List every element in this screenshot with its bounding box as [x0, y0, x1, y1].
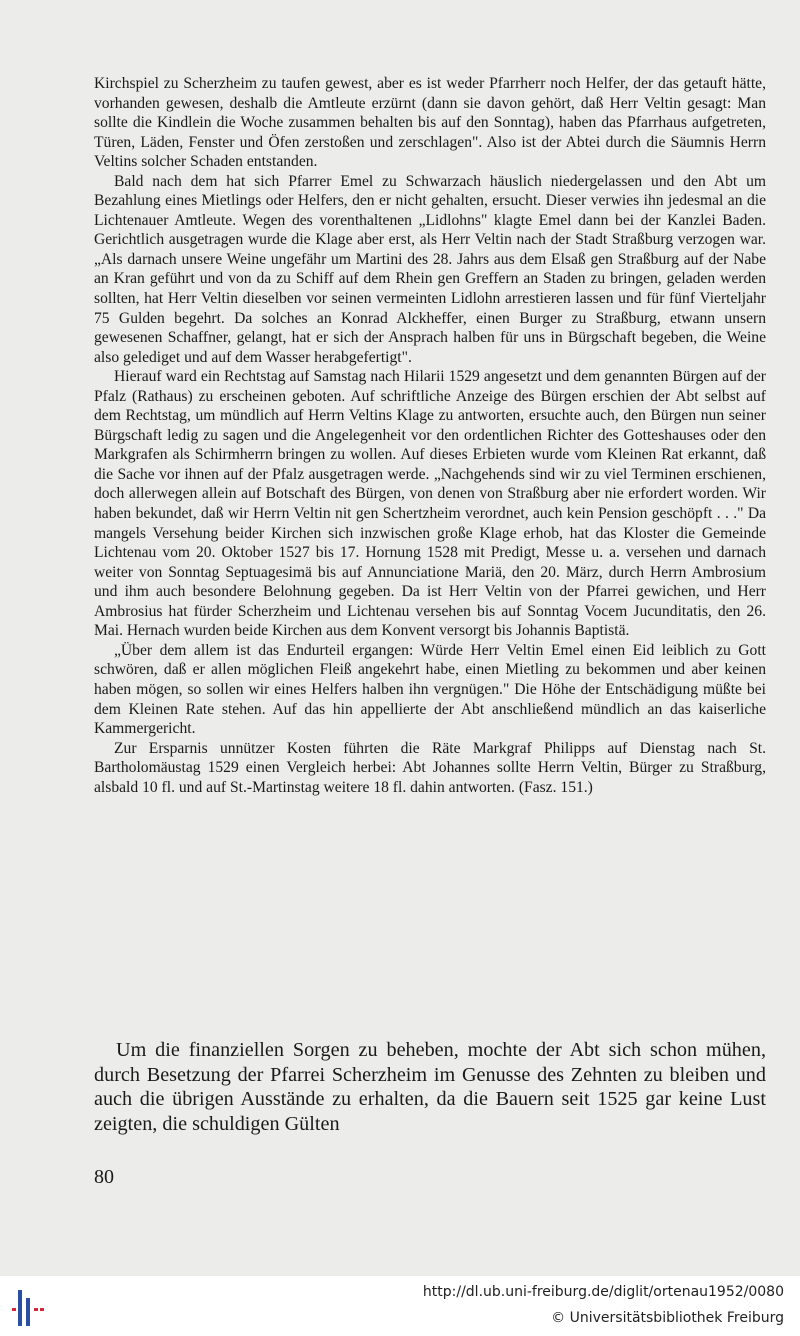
paragraph: Hierauf ward ein Rechtstag auf Samstag nach Hilarii 1529 angesetzt und dem genannten Bürgen auf der Pfalz (Rathaus) zu erscheinen geboten. Auf schriftliche Anzeige des Bürgen erschien der Abt selbst auf dem Rechtstag, um mündlich auf Herrn Veltins Klage zu antworten, ersuchte auch, den Bürgen nun seiner Bürgschaft ledig zu sagen und die Angelegenheit vor den ordentlichen Richter des Gotteshauses oder den Markgrafen als Schirmherrn bringen zu wollen. Auf dieses Erbieten wurde vom Kleinen Rat erkannt, daß die Sache vor ihnen auf der Pfalz ausgetragen werde. „Nachgehends sind wir zu viel Terminen erschienen, doch allerwegen allein auf Botschaft des Bürgen, von denen von Straßburg aber nie erfordert worden. Wir haben bekundet, daß wir Herrn Veltin nit gen Schertzheim verordnet, auch kein Pension geschöpft . . ." Da mangels Versehung beider Kirchen sich inzwischen große Klage erhob, hat das Kloster die Gemeinde Lichtenau vom 20. Oktober 1527 bis 17. Hornung 1528 mit Predigt, Messe u. a. versehen und darnach weiter von Sonntag Septuagesimä bis auf Annunciatione Mariä, den 20. März, durch Herrn Ambrosium und ihm auch besondere Belohnung gegeben. Da ist Herr Veltin von der Pfarrei gewichen, und Herr Ambrosius hat fürder Scherzheim und Lichtenau versehen bis auf Sonntag Vocem Jucunditatis, den 26. Mai. Hernach wurden beide Kirchen aus dem Konvent versorgt bis Johannis Baptistä. [94, 368, 766, 640]
paragraph: „Über dem allem ist das Endurteil ergangen: Würde Herr Veltin Emel einen Eid leiblich zu Gott schwören, daß er allen möglichen Fleiß angekehrt habe, einen Mietling zu bekommen und aber keinen haben mögen, so sollen wir eines Helfers halben ihn vergnügen." Die Höhe der Entschädigung müßte bei dem Kleinen Rate stehen. Auf das hin appellierte der Abt anschließend mündlich an das kaiserliche Kammergericht. [94, 641, 766, 738]
paragraph: Kirchspiel zu Scherzheim zu taufen gewest, aber es ist weder Pfarrherr noch Helfer, der das getauft hätte, vorhanden gewesen, deshalb die Amtleute erzürnt (dann sie davon gehört, daß Herr Veltin gesagt: Man sollte die Kindlein die Woche zusammen behalten bis auf den Sonntag), haben das Pfarrhaus aufgetreten, Türen, Läden, Fenster und Öfen zerstoßen und zerschlagen". Also ist der Abtei durch die Säumnis Herrn Veltins solcher Schaden entstanden. [94, 75, 766, 171]
page-number: 80 [94, 1166, 114, 1188]
footer [0, 1276, 800, 1336]
body-text-small [94, 74, 766, 797]
paragraph: Bald nach dem hat sich Pfarrer Emel zu Schwarzach häuslich niedergelassen und den Abt um Bezahlung eines Mietlings oder Helfers, den er nicht gehalten, ersucht. Dieser verwies ihn jedesmal an die Lichtenauer Amtleute. Wegen des vorenthaltenen „Lidlohns" klagte Emel dann bei der Kanzlei Baden. Gerichtlich ausgetragen wurde die Klage aber erst, als Herr Veltin nach der Stadt Straßburg verzogen war. „Als darnach unsere Weine ungefähr um Martini des 28. Jahrs aus dem Elsaß gen Straßburg auf der Nabe an Kran geführt und von da zu Schiff auf dem Rhein gen Greffern an Staden zu bringen, geladen werden sollten, hat Herr Veltin dieselben vor seinen vermeinten Lidlohn arrestieren lassen und für fünf Vierteljahr 75 Gulden begehrt. Da solches an Konrad Alckheffer, einen Burger zu Straßburg, etwann unsern gewesenen Schaffner, gelangt, hat er sich der Ansprach halben für uns in Bürgschaft begeben, die Weine also gelediget und auf dem Wasser herabgefertigt". [94, 172, 766, 366]
body-text-large [94, 1038, 766, 1136]
ub-freiburg-logo-icon [10, 1288, 50, 1328]
paragraph-large: Um die finanziellen Sorgen zu beheben, mochte der Abt sich schon mühen, durch Besetzung der Pfarrei Scherzheim im Genusse des Zehnten zu bleiben und auch die übrigen Ausstände zu erhalten, da die Bauern seit 1525 gar keine Lust zeigten, die schuldigen Gülten [94, 1039, 766, 1135]
copyright-text: © Universitätsbibliothek Freiburg [551, 1310, 784, 1326]
paragraph: Zur Ersparnis unnützer Kosten führten die Räte Markgraf Philipps auf Dienstag nach St. Bartholomäustag 1529 einen Vergleich herbei: Abt Johannes sollte Herrn Veltin, Bürger zu Straßburg, alsbald 10 fl. und auf St.-Martinstag weitere 18 fl. dahin antworten. (Fasz. 151.) [94, 739, 766, 796]
document-url-link[interactable]: http://dl.ub.uni-freiburg.de/diglit/ortenau1952/0080 [422, 1284, 784, 1300]
